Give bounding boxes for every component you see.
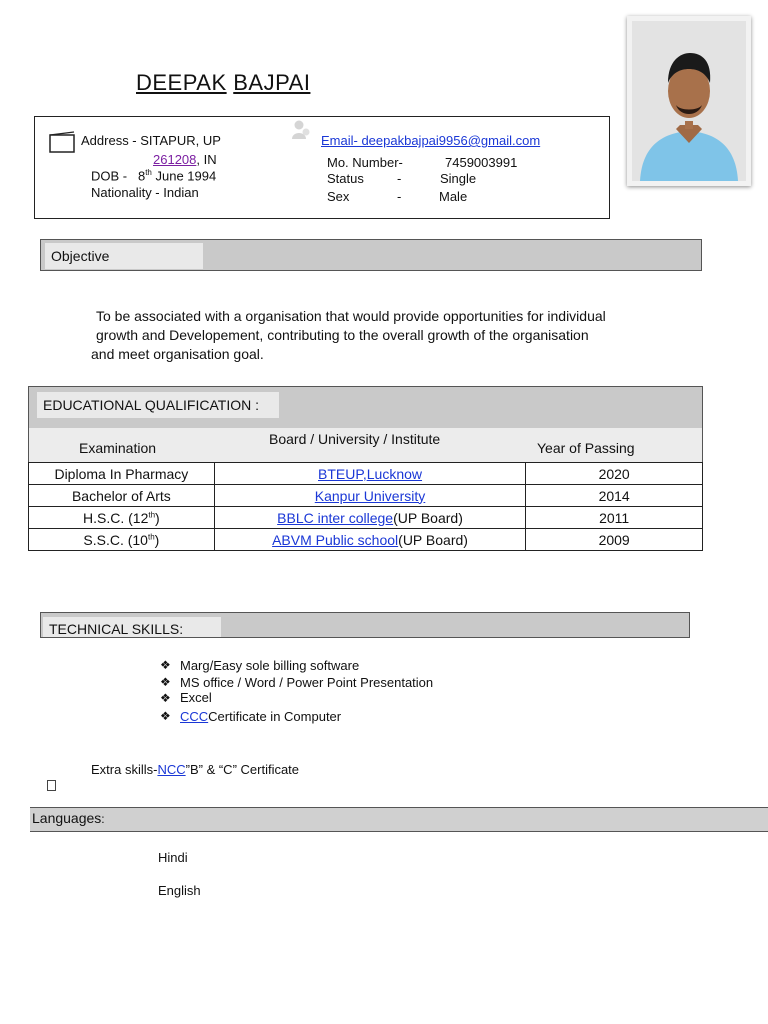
languages-heading-text: Languages bbox=[32, 810, 102, 826]
missing-glyph-box-icon bbox=[47, 780, 56, 791]
address-line: Address - SITAPUR, UP bbox=[81, 133, 221, 148]
sex-value: Male bbox=[439, 189, 468, 204]
board-link[interactable]: ABVM Public school bbox=[272, 531, 399, 548]
list-item: ❖ Excel bbox=[160, 691, 433, 705]
dob-line bbox=[91, 168, 216, 183]
list-item: ❖ MS office / Word / Power Point Presentation bbox=[160, 674, 433, 691]
education-bar bbox=[29, 387, 702, 428]
exam-name: S.S.C. (10 bbox=[83, 531, 148, 548]
languages-bar bbox=[30, 807, 768, 832]
languages-heading bbox=[32, 810, 105, 826]
education-heading: EDUCATIONAL QUALIFICATION : bbox=[37, 392, 279, 418]
objective-heading: Objective bbox=[45, 243, 203, 269]
table-row bbox=[29, 463, 703, 485]
exam-name: H.S.C. (12 bbox=[83, 509, 149, 526]
objective-bar bbox=[40, 239, 702, 271]
pin-link[interactable]: 261208 bbox=[153, 152, 197, 167]
sex-label: Sex bbox=[327, 189, 350, 204]
ncc-link[interactable]: NCC bbox=[157, 762, 186, 777]
board-rest: (UP Board) bbox=[393, 509, 463, 526]
board-cell bbox=[214, 529, 526, 551]
status-value: Single bbox=[440, 171, 477, 186]
year-cell: 2011 bbox=[526, 507, 703, 529]
year-cell: 2009 bbox=[526, 529, 703, 551]
contact-box bbox=[34, 116, 610, 219]
candidate-name bbox=[136, 70, 310, 96]
technical-heading: TECHNICAL SKILLS: bbox=[43, 617, 221, 637]
ccc-text: Certificate in Computer bbox=[208, 709, 342, 724]
dob-day: 8 bbox=[137, 168, 146, 184]
language-item-hindi: Hindi bbox=[158, 850, 188, 865]
exam-cell: Bachelor of Arts bbox=[29, 485, 215, 507]
country: , IN bbox=[196, 152, 217, 167]
nationality-line: Nationality - Indian bbox=[91, 185, 199, 200]
dob-label: DOB - bbox=[91, 168, 128, 184]
language-item-english: English bbox=[158, 883, 201, 898]
education-table bbox=[28, 462, 703, 551]
address-card-icon bbox=[49, 131, 75, 153]
exam-cell: S.S.C. (10th) bbox=[29, 529, 215, 551]
dob-rest: June 1994 bbox=[155, 168, 217, 184]
email-line bbox=[321, 133, 540, 148]
technical-bar bbox=[40, 612, 690, 638]
extra-skills bbox=[91, 762, 299, 777]
board-rest: (UP Board) bbox=[398, 531, 468, 548]
extra-text: ”B” & “C” Certificate bbox=[185, 762, 300, 777]
last-name: BAJPAI bbox=[233, 70, 311, 95]
board-link[interactable]: Kanpur University bbox=[314, 487, 426, 504]
objective-text bbox=[91, 307, 606, 364]
ccc-link[interactable]: CCC bbox=[180, 709, 209, 724]
board-cell bbox=[214, 485, 526, 507]
person-photo-icon bbox=[632, 21, 746, 181]
board-link-2[interactable]: Lucknow bbox=[366, 465, 423, 482]
exam-sup: th bbox=[147, 531, 155, 541]
exam-cell: H.S.C. (12th) bbox=[29, 507, 215, 529]
mobile-number: 7459003991 bbox=[445, 155, 518, 170]
list-item: ❖ Marg/Easy sole billing software bbox=[160, 657, 433, 674]
col-header-board: Board / University / Institute bbox=[269, 431, 441, 447]
col-header-exam: Examination bbox=[79, 440, 157, 456]
exam-sup: th bbox=[148, 509, 156, 519]
technical-list bbox=[160, 657, 433, 725]
table-row bbox=[29, 485, 703, 507]
sex-dash: - bbox=[397, 189, 402, 204]
exam-cell: Diploma In Pharmacy bbox=[29, 463, 215, 485]
board-link[interactable]: BTEUP bbox=[318, 465, 363, 482]
year-cell: 2020 bbox=[526, 463, 703, 485]
board-cell bbox=[214, 463, 526, 485]
table-row bbox=[29, 507, 703, 529]
year-cell: 2014 bbox=[526, 485, 703, 507]
status-label: Status bbox=[327, 171, 364, 186]
board-sep: , bbox=[362, 465, 367, 482]
extra-prefix: Extra skills- bbox=[91, 762, 158, 777]
languages-colon: : bbox=[101, 812, 105, 826]
email-link[interactable]: Email- deepakbajpai9956@gmail.com bbox=[321, 133, 541, 148]
contact-person-icon bbox=[289, 119, 313, 141]
objective-line-2: growth and Developement, contributing to the overall growth of the organisation bbox=[96, 327, 589, 343]
dob-suffix: th bbox=[145, 168, 152, 177]
first-name: DEEPAK bbox=[136, 70, 227, 95]
status-dash: - bbox=[397, 171, 402, 186]
board-cell bbox=[214, 507, 526, 529]
mobile-label: Mo. Number- bbox=[327, 155, 403, 170]
objective-line-3: and meet organisation goal. bbox=[91, 346, 264, 362]
list-item bbox=[160, 708, 433, 725]
table-row bbox=[29, 529, 703, 551]
board-link[interactable]: BBLC inter college bbox=[277, 509, 394, 526]
education-header-block bbox=[28, 386, 703, 463]
objective-line-1: To be associated with a organisation that would provide opportunities for individual bbox=[96, 308, 606, 324]
profile-photo bbox=[627, 16, 751, 186]
col-header-year: Year of Passing bbox=[537, 440, 635, 456]
pin-line bbox=[153, 152, 217, 167]
